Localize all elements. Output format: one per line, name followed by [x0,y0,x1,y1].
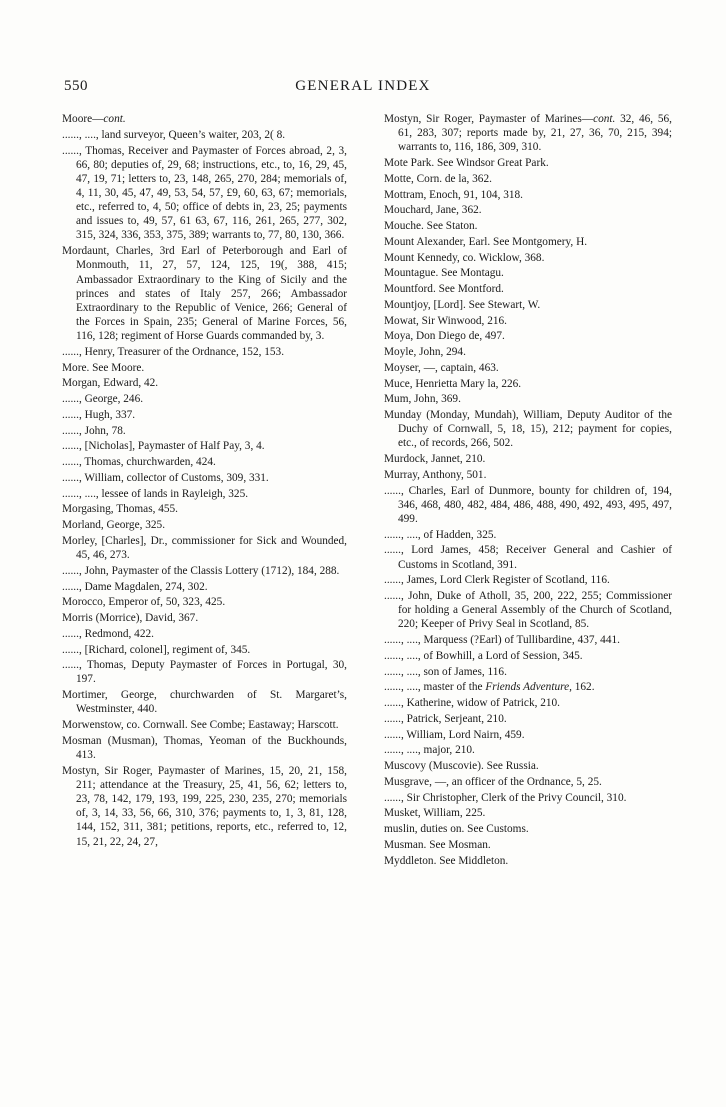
entry-text: ......, ...., Marquess (?Earl) of Tullibardine, 437, 441. [384,634,620,647]
entry-text: Mortimer, George, churchwarden of St. Margaret’s, Westminster, 440. [62,689,347,716]
entry-text: ......, Lord James, 458; Receiver General and Cashier of Customs in Scotland, 391. [384,544,672,571]
entry-text: Morland, George, 325. [62,519,166,532]
index-entry [384,266,672,280]
index-entry [384,251,672,265]
index-entry [384,649,672,663]
entry-text: Morley, [Charles], Dr., commissioner for Sick and Wounded, 45, 46, 273. [62,534,347,562]
index-entry [384,392,672,406]
entry-text: ......, Thomas, churchwarden, 424. [62,456,216,469]
index-entry [384,329,672,343]
page-header [64,78,662,100]
entry-text: Muscovy (Muscovie). See Russia. [384,760,539,773]
entry-text: ......, George, 246. [62,393,144,406]
entry-text: Mountford. See Montford. [384,283,504,296]
index-entry [62,361,347,375]
entry-text: ......, Dame Magdalen, 274, 302. [62,580,208,593]
index-entry [384,791,672,805]
index-entry [62,128,347,142]
entry-text: Mount Alexander, Earl. See Montgomery, H. [384,235,588,248]
entry-text: ......, Thomas, Deputy Paymaster of Forces in Portugal, 30, 197. [62,659,347,686]
index-entry [384,484,672,526]
entry-text: ......, Charles, Earl of Dunmore, bounty for children of, 194, 346, 468, 480, 482, 484, 486, 488, 490, 492, 493, 495, 497, 499. [384,484,672,525]
entry-text: ......, Sir Christopher, Clerk of the Privy Council, 310. [384,791,627,804]
index-entry [384,452,672,466]
index-entry [384,743,672,757]
index-entry [62,595,347,609]
entry-text: Mostyn, Sir Roger, Paymaster of Marines, 15, 20, 21, 158, 211; attendance at the Treasury, 25, 41, 56, 62; letters to, 23, 78, 142, 179, 193, 199, 225, 230, 235, 270; memorials of, 3, 14, 33, 56, 66, 310, 376; payments to, 1, 3, 81, 128, 144, 152, 311, 381; petitions, reports, etc., referred to, 12, 15, 21, 22, 24, 27, [62,764,347,848]
index-column-left [62,112,347,850]
entry-text: ......, William, collector of Customs, 309, 331. [62,471,269,484]
index-entry [384,345,672,359]
entry-text: ......, William, Lord Nairn, 459. [384,728,525,741]
entry-text: ......, ...., major, 210. [384,744,475,757]
index-entry [62,718,347,732]
entry-text: Morris (Morrice), David, 367. [62,612,199,625]
index-entry [384,838,672,852]
entry-text: Mount Kennedy, co. Wicklow, 368. [384,251,545,264]
index-entry [62,643,347,657]
entry-text: muslin, duties on. See Customs. [384,823,529,836]
entry-text: ......, Redmond, 422. [62,627,154,640]
entry-text: ......, Thomas, Receiver and Paymaster of Forces abroad, 2, 3, 66, 80; deputies of, 29, 68; instructions, etc., to, 16, 29, 45, 47, 19, 71; letters to, 23, 148, 265, 270, 284; memorials of, 4, 11, 30, 45, 47, 49, 53, 54, 57, £9, 60, 63, 67; memorials, etc., referred to, 4, 50; office of debts in, 23, 25; payments and issues to, 49, 57, 61 63, 67, 116, 261, 265, 277, 302, 315, 324, 336, 353, 375, 389; warrants to, 77, 80, 130, 366. [62,144,347,242]
entry-text: Mowat, Sir Winwood, 216. [384,314,507,327]
index-entry [384,854,672,868]
index-entry [62,244,347,343]
entry-text: ......, [Richard, colonel], regiment of, 345. [62,643,251,656]
entry-text: ......, ...., land surveyor, Queen’s waiter, 203, 2( 8. [62,128,286,141]
index-entry [384,543,672,571]
entry-text: Mostyn, Sir Roger, Paymaster of Marines— [384,113,594,125]
entry-text: Mosman (Musman), Thomas, Yeoman of the Buckhounds, 413. [62,734,347,761]
index-entry [384,282,672,296]
entry-italic: cont. [103,113,126,125]
index-entry [62,471,347,485]
index-entry [62,408,347,422]
entry-text: Musket, William, 225. [384,807,486,820]
index-entry [384,665,672,679]
index-entry [62,424,347,438]
entry-text-cont: 162. [571,681,595,694]
index-entry [384,728,672,742]
index-entry [62,658,347,686]
entry-text: ......, [Nicholas], Paymaster of Half Pay, 3, 4. [62,440,265,453]
index-entry [62,518,347,532]
entry-text: ......, James, Lord Clerk Register of Scotland, 116. [384,574,610,587]
entry-text: Mountague. See Montagu. [384,267,504,280]
index-entry [62,580,347,594]
entry-text: Musman. See Mosman. [384,838,491,851]
entry-text: Mouche. See Staton. [384,220,478,233]
entry-text: ......, ...., master of the [384,681,486,694]
entry-text: ......, ...., of Bowhill, a Lord of Session, 345. [384,649,583,662]
index-entry [62,345,347,359]
entry-text: ......, Henry, Treasurer of the Ordnance, 152, 153. [62,345,285,358]
entry-text: Morwenstow, co. Cornwall. See Combe; Eastaway; Harscott. [62,719,339,732]
entry-text: ......, John, Paymaster of the Classis Lottery (1712), 184, 288. [62,564,340,577]
entry-text: ......, ...., of Hadden, 325. [384,528,497,541]
entry-text: Moya, Don Diego de, 497. [384,330,505,343]
index-entry [62,688,347,716]
entry-text: Mote Park. See Windsor Great Park. [384,157,549,170]
entry-text: Murray, Anthony, 501. [384,468,487,481]
index-entry [62,534,347,562]
entry-text: Mum, John, 369. [384,393,461,406]
index-entry [62,392,347,406]
index-entry [384,806,672,820]
index-entry [384,156,672,170]
entry-text: Moyser, —, captain, 463. [384,361,499,374]
entry-text: ......, John, 78. [62,424,126,437]
entry-text: Musgrave, —, an officer of the Ordnance, 5, 25. [384,775,602,788]
index-entry [384,298,672,312]
entry-text: More. See Moore. [62,361,145,374]
index-entry [384,589,672,631]
entry-text: Mouchard, Jane, 362. [384,204,482,217]
index-entry [384,377,672,391]
index-entry [384,822,672,836]
index-entry [62,112,347,126]
index-entry [384,468,672,482]
entry-text: Munday (Monday, Mundah), William, Deputy Auditor of the Duchy of Cornwall, 5, 18, 15), 212; payment for copies, etc., of records, 266, 502. [384,409,672,450]
index-entry [62,564,347,578]
page-number: 550 [64,78,88,94]
index-entry [384,203,672,217]
index-entry [384,408,672,450]
index-entry [384,680,672,694]
entry-text: ......, Hugh, 337. [62,408,136,421]
entry-text-cont: 32, 46, 56, 61, 283, 307; reports made by, 21, 27, 36, 70, 215, 394; warrants to, 116, 186, 309, 310. [398,113,672,154]
index-entry [384,573,672,587]
entry-text: Moore— [62,113,104,125]
entry-text: ......, John, Duke of Atholl, 35, 200, 222, 255; Commissioner for holding a General Assembly of the Church of Scotland, 220; Keeper of Privy Seal in Scotland, 85. [384,590,672,631]
index-entry [62,764,347,849]
index-entry [62,734,347,762]
index-entry [384,633,672,647]
index-entry [384,712,672,726]
index-entry [62,376,347,390]
entry-text: Moyle, John, 294. [384,346,466,359]
entry-text: Morgasing, Thomas, 455. [62,503,179,516]
index-entry [62,439,347,453]
entry-text: Morgan, Edward, 42. [62,377,159,390]
entry-text: Myddleton. See Middleton. [384,854,509,867]
entry-text: ......, Katherine, widow of Patrick, 210. [384,697,561,710]
index-entry [62,502,347,516]
entry-italic: Friends Adventure, [485,681,572,694]
entry-text: Morocco, Emperor of, 50, 323, 425. [62,596,226,609]
index-entry [62,487,347,501]
index-entry [384,235,672,249]
entry-text: ......, ...., lessee of lands in Rayleigh, 325. [62,487,249,500]
index-entry [384,219,672,233]
index-entry [62,455,347,469]
index-entry [384,361,672,375]
entry-italic: cont. [593,113,616,125]
entry-text: Muce, Henrietta Mary la, 226. [384,377,522,390]
entry-text: ......, Patrick, Serjeant, 210. [384,712,507,725]
index-entry [62,144,347,243]
index-entry [384,528,672,542]
entry-text: Mountjoy, [Lord]. See Stewart, W. [384,298,541,311]
running-head: GENERAL INDEX [295,78,431,94]
entry-text: Mottram, Enoch, 91, 104, 318. [384,188,523,201]
index-entry [62,611,347,625]
entry-text: Mordaunt, Charles, 3rd Earl of Peterborough and Earl of Monmouth, 11, 27, 57, 124, 125, 19(, 388, 415; Ambassador Extraordinary to the King of Sicily and the princes and states of Italy 257, 266; Ambassador Extraordinary to the Republic of Venice, 266; General of the Forces in Spain, 235; General of Marine Forces, 56, 116, 128; regiment of Horse Guards commanded by, 3. [62,245,347,343]
index-entry [384,188,672,202]
index-column-right [384,112,672,869]
index-entry [384,172,672,186]
index-entry [384,759,672,773]
entry-text: ......, ...., son of James, 116. [384,665,507,678]
index-entry [62,627,347,641]
index-entry [384,775,672,789]
entry-text: Motte, Corn. de la, 362. [384,172,492,185]
index-entry [384,112,672,154]
index-entry [384,696,672,710]
index-entry [384,314,672,328]
entry-text: Murdock, Jannet, 210. [384,453,486,466]
